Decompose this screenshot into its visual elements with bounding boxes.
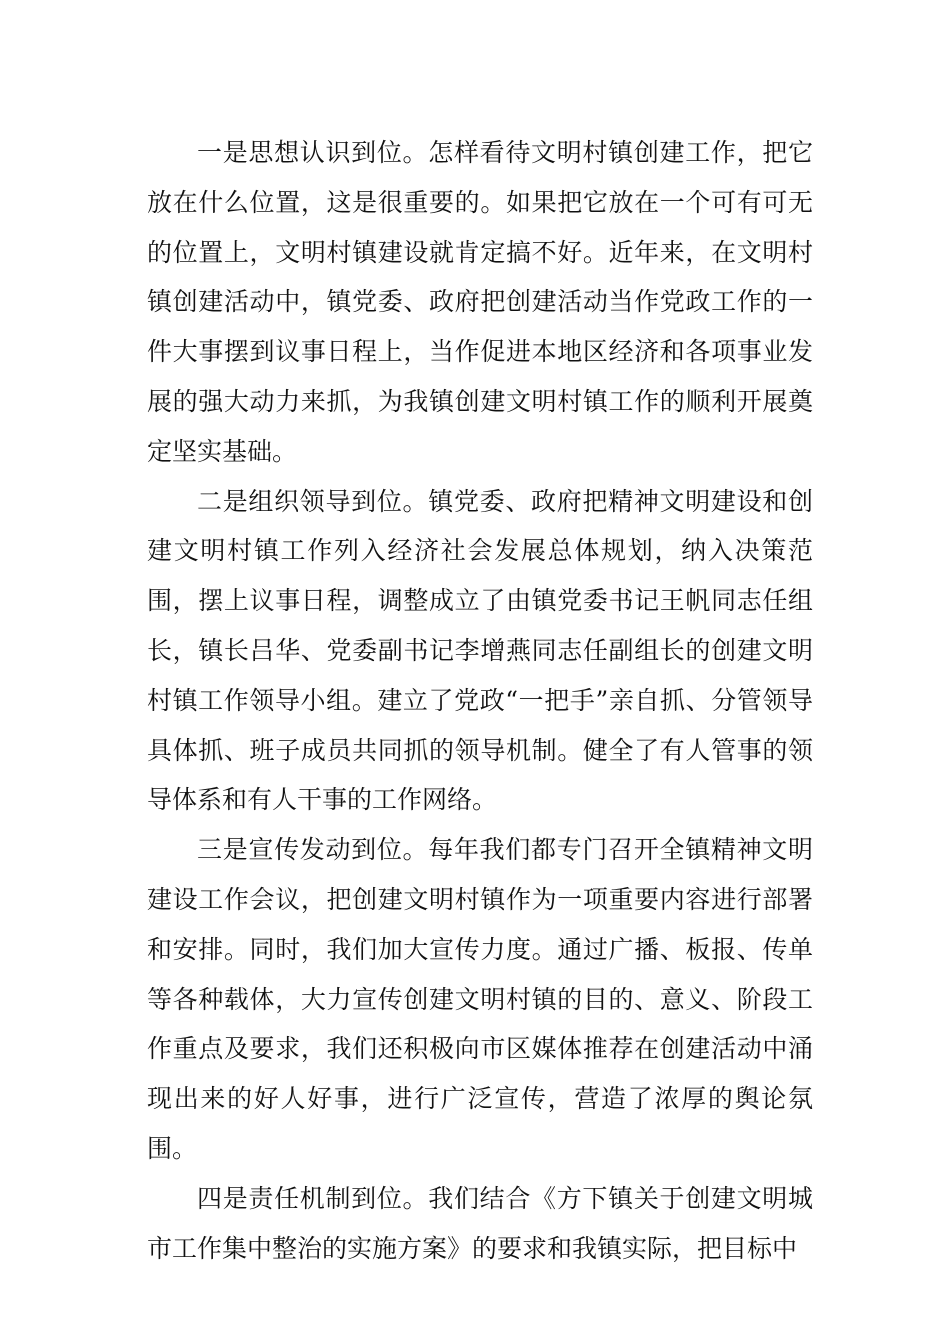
paragraph-publicity-mobilization: 三是宣传发动到位。每年我们都专门召开全镇精神文明建设工作会议，把创建文明村镇作为一项重要内容进行部署和安排。同时，我们加大宣传力度。通过广播、板报、传单等各种载体，大力宣传创建文明村镇的目的、意义、阶段工作重点及要求，我们还积极向市区媒体推荐在创建活动中涌现出来的好人好事，进行广泛宣传，营造了浓厚的舆论氛围。	[147, 835, 813, 1163]
paragraph-organization-leadership: 二是组织领导到位。镇党委、政府把精神文明建设和创建文明村镇工作列入经济社会发展总体规划，纳入决策范围，摆上议事日程，调整成立了由镇党委书记王帆同志任组长，镇长吕华、党委副书记李增燕同志任副组长的创建文明村镇工作领导小组。建立了党政“一把手”亲自抓、分管领导具体抓、班子成员共同抓的领导机制。健全了有人管事的领导体系和有人干事的工作网络。	[147, 486, 813, 815]
paragraph-thought-awareness: 一是思想认识到位。怎样看待文明村镇创建工作，把它放在什么位置，这是很重要的。如果把它放在一个可有可无的位置上，文明村镇建设就肯定搞不好。近年来，在文明村镇创建活动中，镇党委、政府把创建活动当作党政工作的一件大事摆到议事日程上，当作促进本地区经济和各项事业发展的强大动力来抓，为我镇创建文明村镇工作的顺利开展奠定坚实基础。	[147, 138, 813, 466]
document-body	[147, 128, 813, 1273]
paragraph-responsibility-mechanism: 四是责任机制到位。我们结合《方下镇关于创建文明城市工作集中整治的实施方案》的要求和我镇实际，把目标中	[147, 1183, 813, 1263]
